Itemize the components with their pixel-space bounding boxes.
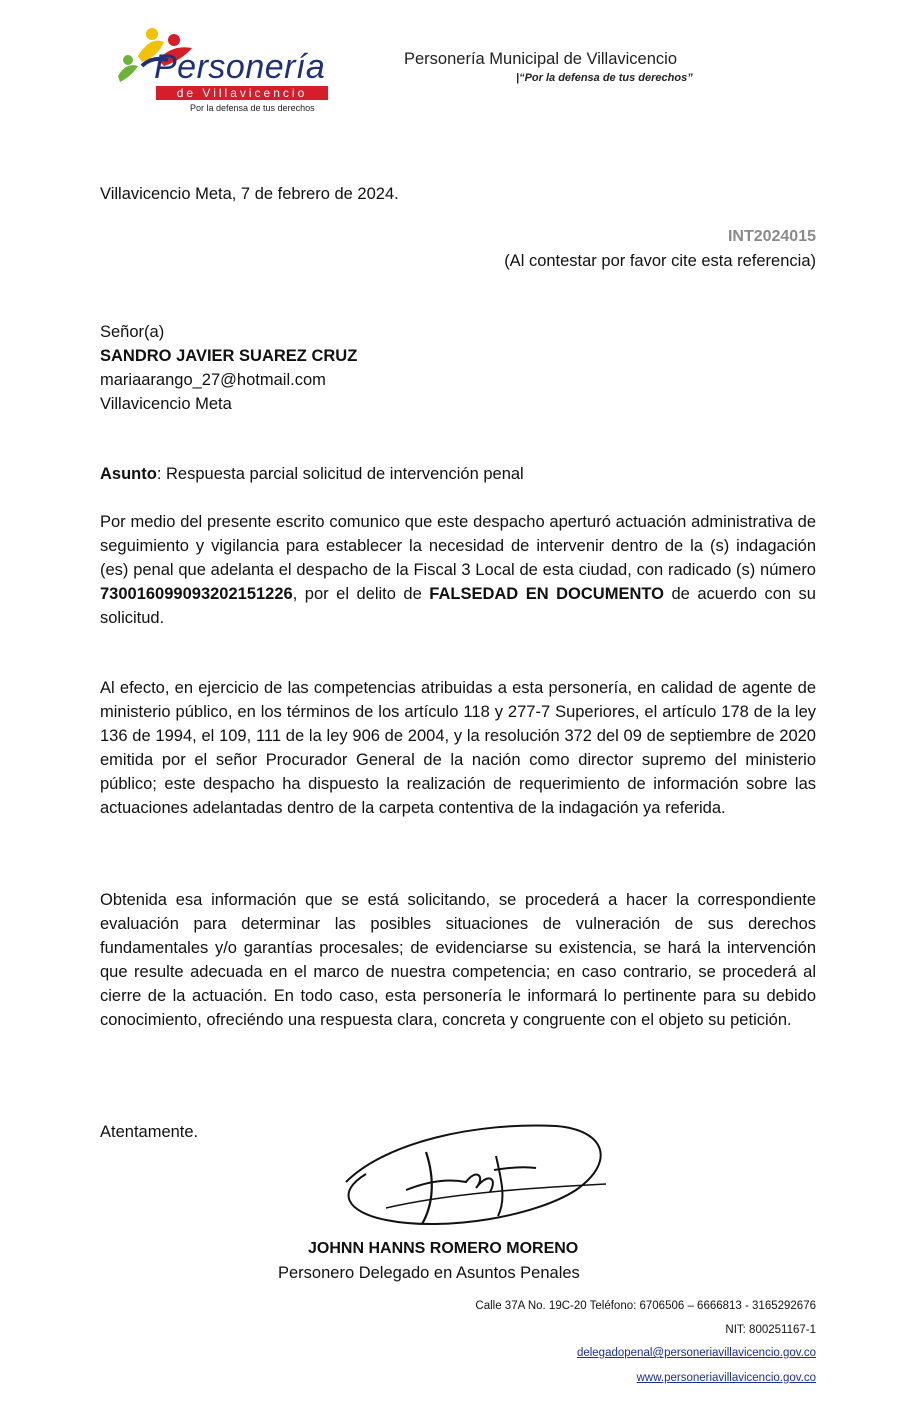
p1-text-a: Por medio del presente escrito comunico que este despacho aperturó actuación administrativa de seguimiento y vigilancia para establecer la necesidad de intervenir dentro de la (s) indagación (es) penal que adelanta el despacho de la Fiscal 3 Local de esta ciudad, con radicado (s) número [100,513,816,579]
reference-code: INT2024015 [727,228,816,245]
radicado-number: 730016099093202151226 [100,585,293,603]
subject-line [100,462,816,486]
personeria-logo [112,26,342,116]
logo-city-bar: de Villavicencio [156,86,328,100]
institution-title: Personería Municipal de Villavicencio [404,50,678,68]
signer-name: JOHNN HANNS ROMERO MORENO [308,1240,579,1257]
subject-label: Asunto [100,465,157,483]
recipient-email: mariaarango_27@hotmail.com [100,371,326,389]
footer-nit: NIT: 800251167-1 [725,1324,816,1336]
signer-role: Personero Delegado en Asuntos Penales [278,1264,580,1282]
letter-date: Villavicencio Meta, 7 de febrero de 2024. [100,185,399,203]
footer-email-link[interactable]: delegadopenal@personeriavillavicencio.gov.co [576,1347,816,1359]
offense-name: FALSEDAD EN DOCUMENTO [429,585,664,603]
salutation: Señor(a) [100,323,165,341]
footer-website-link[interactable]: www.personeriavillavicencio.gov.co [636,1372,816,1384]
recipient-name: SANDRO JAVIER SUAREZ CRUZ [100,347,358,365]
footer-address: Calle 37A No. 19C-20 Teléfono: 6706506 – 6666813 - 3165292676 [475,1300,816,1312]
logo-wordmark: Personería [154,48,326,86]
closing: Atentamente. [100,1123,199,1141]
handwritten-signature [326,1112,626,1242]
reference-note: (Al contestar por favor cite esta referencia) [504,252,816,270]
p1-text-c: de acuerdo con su solicitud. [100,585,816,627]
logo-tagline: Por la defensa de tus derechos [190,103,315,113]
institution-motto: |“Por la defensa de tus derechos” [516,72,693,84]
paragraph-1 [100,510,816,630]
subject-text: : Respuesta parcial solicitud de intervención penal [156,465,524,483]
recipient-city: Villavicencio Meta [100,395,232,413]
paragraph-2: Al efecto, en ejercicio de las competencias atribuidas a esta personería, en calidad de agente de ministerio público, en los términos de los artículo 118 y 277-7 Superiores, el artículo 178 de la ley 136 de 1994, el 109, 111 de la ley 906 de 2004, y la resolución 372 del 09 de septiembre de 2020 emitida por el señor Procurador General de la nación como director supremo del ministerio público; este despacho ha dispuesto la realización de requerimiento de información sobre las actuaciones adelantadas dentro de la carpeta contentiva de la indagación ya referida. [100,679,816,817]
p1-text-b: , por el delito de [292,585,430,603]
paragraph-3: Obtenida esa información que se está solicitando, se procederá a hacer la correspondiente evaluación para determinar las posibles situaciones de vulneración de sus derechos fundamentales y/o garantías procesales; de evidenciarse su existencia, se hará la intervención que resulte adecuada en el marco de nuestra competencia; en caso contrario, se procederá al cierre de la actuación. En todo caso, esta personería le informará lo pertinente para su debido conocimiento, ofreciéndo una respuesta clara, concreta y congruente con el objeto su petición. [100,891,816,1029]
recipient-block [100,320,816,416]
